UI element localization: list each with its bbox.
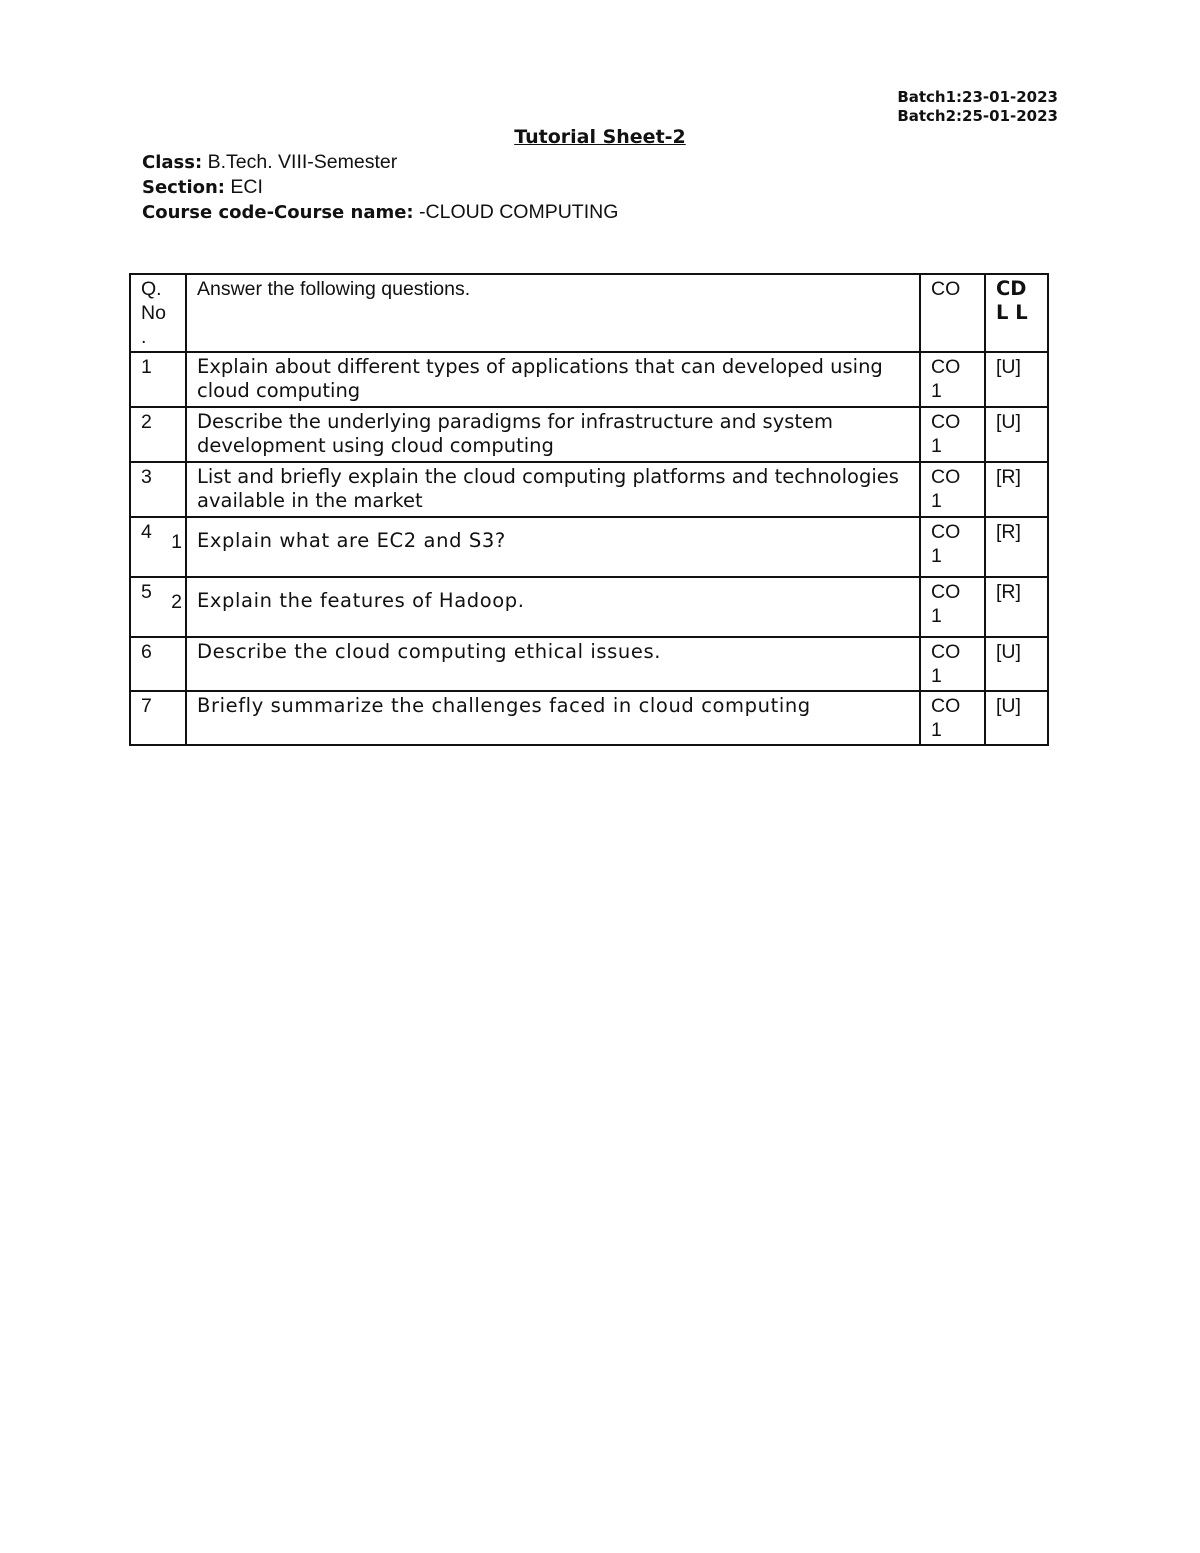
row-cdl: [U] <box>985 407 1048 462</box>
row-cdl: [U] <box>985 352 1048 407</box>
row-co: CO 1 <box>920 407 985 462</box>
row-co: CO 1 <box>920 691 985 745</box>
class-line <box>142 150 397 175</box>
row-qno: 5 <box>141 581 152 603</box>
row-cdl: [R] <box>985 577 1048 637</box>
row-co: CO 1 <box>920 352 985 407</box>
questions-table <box>129 273 1049 746</box>
page-title: Tutorial Sheet-2 <box>514 126 686 148</box>
row-co: CO 1 <box>920 462 985 517</box>
table-row <box>130 462 1048 517</box>
table-header-row <box>130 274 1048 352</box>
course-line <box>142 200 618 225</box>
row-qno: 1 <box>130 352 186 407</box>
row-cdl: [R] <box>985 462 1048 517</box>
row-qno-cell <box>130 517 186 577</box>
batch-1-date: Batch1:23-01-2023 <box>897 88 1058 106</box>
table-row <box>130 577 1048 637</box>
row-qno: 3 <box>130 462 186 517</box>
class-label: Class: <box>142 152 203 173</box>
row-qno-cell <box>130 577 186 637</box>
header-co: CO <box>920 274 985 352</box>
section-label: Section: <box>142 177 225 198</box>
course-value: -CLOUD COMPUTING <box>413 201 619 223</box>
header-question: Answer the following questions. <box>186 274 920 352</box>
batch-2-date: Batch2:25-01-2023 <box>897 107 1058 125</box>
row-cdl: [U] <box>985 691 1048 745</box>
row-co: CO 1 <box>920 637 985 691</box>
row-qno-sub: 1 <box>171 531 182 553</box>
row-co: CO 1 <box>920 577 985 637</box>
row-qno: 4 <box>141 521 152 543</box>
row-cdl: [R] <box>985 517 1048 577</box>
row-question: Explain about different types of applications that can developed using cloud computing <box>186 352 920 407</box>
row-question: Explain the features of Hadoop. <box>186 577 920 637</box>
row-question: Briefly summarize the challenges faced in cloud computing <box>186 691 920 745</box>
course-label: Course code-Course name: <box>142 202 414 223</box>
table-row <box>130 691 1048 745</box>
row-cdl: [U] <box>985 637 1048 691</box>
table-row <box>130 352 1048 407</box>
row-question: Describe the underlying paradigms for infrastructure and system development using cloud computing <box>186 407 920 462</box>
class-value: B.Tech. VIII-Semester <box>202 151 398 173</box>
row-question: Describe the cloud computing ethical issues. <box>186 637 920 691</box>
table-row <box>130 407 1048 462</box>
row-qno: 2 <box>130 407 186 462</box>
section-value: ECI <box>225 176 263 198</box>
row-co: CO 1 <box>920 517 985 577</box>
table-row <box>130 637 1048 691</box>
row-qno: 7 <box>130 691 186 745</box>
table-row <box>130 517 1048 577</box>
row-qno: 6 <box>130 637 186 691</box>
row-question: Explain what are EC2 and S3? <box>186 517 920 577</box>
section-line <box>142 175 263 200</box>
row-question: List and briefly explain the cloud computing platforms and technologies available in the market <box>186 462 920 517</box>
header-cdl: CDL L <box>985 274 1048 352</box>
header-qno: Q. No . <box>130 274 186 352</box>
row-qno-sub: 2 <box>171 591 182 613</box>
